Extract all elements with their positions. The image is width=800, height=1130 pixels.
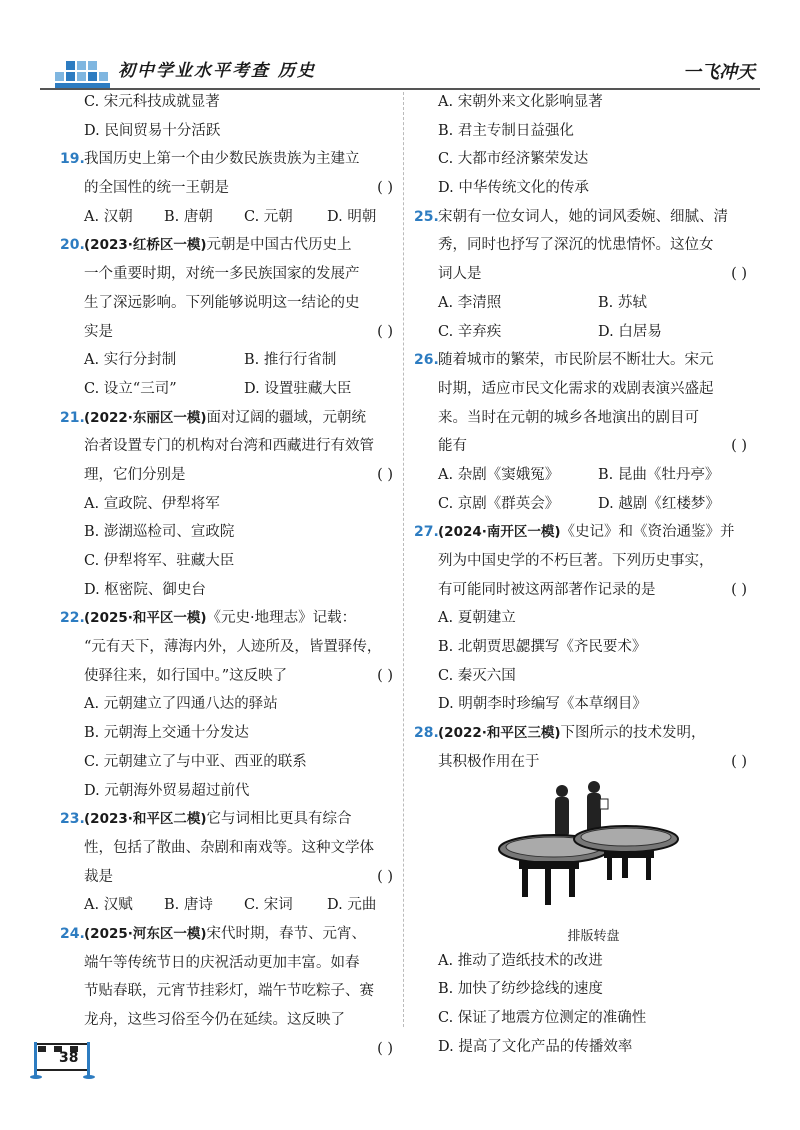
question-21-option-d: D. 枢密院、御史台: [84, 581, 206, 598]
question-25-line-1: 25.宋朝有一位女词人，她的词风委婉、细腻、清: [414, 208, 728, 225]
question-22-line-2: “元有天下，薄海内外，人迹所及，皆置驿传，: [84, 639, 382, 656]
question-21-line-2: 治者设置专门的机构对台湾和西藏进行有效管: [84, 438, 374, 455]
question-24-option-b: B. 君主专制日益强化: [438, 122, 574, 139]
question-21-option-b: B. 澎湖巡检司、宣政院: [84, 524, 235, 541]
question-source: (2023·和平区二模): [84, 811, 207, 828]
question-source: (2024·南开区一模): [438, 524, 561, 541]
header-logo: 一飞冲天: [683, 62, 755, 83]
question-25-options-ab: A. 李清照 B. 苏轼: [438, 294, 647, 311]
answer-blank: ( ): [731, 266, 747, 283]
question-20-line-1: 20.(2023·红桥区一模)元朝是中国古代历史上: [60, 237, 352, 254]
figure-caption: 排版转盘: [567, 928, 620, 944]
question-25-line-2: 秀，同时也抒写了深沉的忧患情怀。这位女: [438, 237, 714, 254]
question-number: 19.: [60, 151, 85, 168]
question-24-option-c: C. 大都市经济繁荣发达: [438, 151, 589, 168]
question-26-line-1: 26.随着城市的繁荣，市民阶层不断壮大。宋元: [414, 352, 714, 369]
question-23-line-1: 23.(2023·和平区二模)它与词相比更具有综合: [60, 811, 352, 828]
left-column: [60, 88, 395, 1063]
question-19-line-1: 19.我国历史上第一个由少数民族贵族为主建立: [60, 145, 395, 174]
question-27-option-c: C. 秦灭六国: [438, 667, 516, 684]
right-column: [414, 88, 749, 1061]
question-24-line-1: 24.(2025·河东区一模)宋代时期，春节、元宵、: [60, 925, 367, 942]
question-23-line-3: 裁是 ( ): [60, 863, 395, 892]
question-source: (2025·和平区一模): [84, 610, 207, 627]
type-rotary-table-image: [414, 777, 749, 927]
answer-blank: ( ): [377, 868, 393, 885]
question-19-line-2: 的全国性的统一王朝是 ( ): [60, 174, 395, 203]
question-25-options-cd: C. 辛弃疾 D. 白居易: [438, 323, 662, 340]
type-rotary-table-illustration: [414, 777, 749, 927]
header-title: 初中学业水平考查 历史: [118, 61, 316, 81]
question-28-option-a: A. 推动了造纸技术的改进: [438, 952, 603, 969]
question-27-option-d: D. 明朝李时珍编写《本草纲目》: [438, 696, 647, 713]
column-divider: [403, 92, 404, 1027]
answer-blank: ( ): [731, 753, 747, 770]
question-source: (2025·河东区一模): [84, 925, 207, 942]
question-27-line-2: 列为中国史学的不朽巨著。下列历史事实，: [438, 553, 714, 569]
answer-blank: ( ): [377, 466, 393, 483]
question-source: (2022·和平区三模): [438, 725, 561, 742]
question-22-option-c: C. 元朝建立了与中亚、西亚的联系: [84, 753, 307, 770]
question-24-line-4: 龙舟，这些习俗至今仍在延续。这反映了: [84, 1012, 345, 1028]
question-27-line-3: 有可能同时被这两部著作记录的是 ( ): [414, 576, 749, 605]
question-21-line-3: 理，它们分别是 ( ): [60, 461, 395, 490]
option-c-q18: C. 宋元科技成就显著: [84, 94, 220, 110]
question-26-line-3: 来。当时在元朝的城乡各地演出的剧目可: [438, 409, 699, 426]
header-squares-decoration: [55, 58, 110, 90]
question-source: (2023·红桥区一模): [84, 237, 207, 254]
question-22-line-1: 22.(2025·和平区一模)《元史·地理志》记载：: [60, 610, 357, 627]
answer-blank: ( ): [377, 323, 393, 340]
question-28-line-1: 28.(2022·和平区三模)下图所示的技术发明，: [414, 725, 706, 742]
question-23-line-2: 性，包括了散曲、杂剧和南戏等。这种文学体: [84, 839, 374, 856]
question-27-option-b: B. 北朝贾思勰撰写《齐民要术》: [438, 639, 647, 656]
question-26-options-ab: A. 杂剧《窦娥冤》 B. 昆曲《牡丹亭》: [438, 466, 720, 483]
answer-blank: ( ): [731, 438, 747, 455]
question-19-options: A. 汉朝 B. 唐朝 C. 元朝 D. 明朝: [84, 208, 377, 225]
question-26-options-cd: C. 京剧《群英会》 D. 越剧《红楼梦》: [438, 495, 720, 512]
answer-blank: ( ): [731, 581, 747, 598]
question-28-line-2: 其积极作用在于 ( ): [414, 748, 749, 777]
question-22-option-b: B. 元朝海上交通十分发达: [84, 725, 249, 742]
question-27-option-a: A. 夏朝建立: [438, 610, 516, 627]
question-26-line-2: 时期，适应市民文化需求的戏剧表演兴盛起: [438, 380, 714, 397]
question-27-line-1: 27.(2024·南开区一模)《史记》和《资治通鉴》并: [414, 524, 735, 541]
question-21-line-1: 21.(2022·东丽区一模)面对辽阔的疆域，元朝统: [60, 409, 367, 426]
answer-blank: ( ): [377, 1040, 393, 1057]
question-22-line-3: 使驿往来，如行国中。”这反映了 ( ): [60, 662, 395, 691]
question-28-option-c: C. 保证了地震方位测定的准确性: [438, 1009, 647, 1026]
question-20-line-3: 生了深远影响。下列能够说明这一结论的史: [84, 294, 360, 311]
question-26-line-4: 能有 ( ): [414, 432, 749, 461]
question-source: (2022·东丽区一模): [84, 409, 207, 426]
question-22-option-a: A. 元朝建立了四通八达的驿站: [84, 696, 278, 713]
question-25-line-3: 词人是 ( ): [414, 260, 749, 289]
question-20-line-4: 实是 ( ): [60, 318, 395, 347]
question-24-option-d: D. 中华传统文化的传承: [438, 180, 589, 197]
question-23-options: A. 汉赋 B. 唐诗 C. 宋词 D. 元曲: [84, 897, 377, 914]
question-21-option-c: C. 伊犁将军、驻藏大臣: [84, 553, 235, 569]
question-24-option-a: A. 宋朝外来文化影响显著: [438, 94, 603, 110]
question-24-line-3: 节贴春联，元宵节挂彩灯，端午节吃粽子、赛: [84, 983, 374, 1000]
question-28-option-b: B. 加快了纺纱捻线的速度: [438, 981, 603, 998]
question-24-answer-line: [60, 1035, 395, 1064]
question-28-option-d: D. 提高了文化产品的传播效率: [438, 1038, 633, 1055]
question-22-option-d: D. 元朝海外贸易超过前代: [84, 782, 250, 799]
question-21-option-a: A. 宣政院、伊犁将军: [84, 495, 220, 512]
question-24-line-2: 端午等传统节日的庆祝活动更加丰富。如春: [84, 954, 360, 971]
option-d-q18: D. 民间贸易十分活跃: [84, 122, 221, 139]
question-20-options-ab: A. 实行分封制 B. 推行行省制: [84, 352, 337, 369]
question-20-options-cd: C. 设立“三司” D. 设置驻藏大臣: [84, 380, 352, 397]
page-number: 38: [59, 1050, 79, 1066]
page-header: [0, 40, 800, 90]
question-20-line-2: 一个重要时期，对统一多民族国家的发展产: [84, 266, 360, 283]
answer-blank: ( ): [377, 667, 393, 684]
answer-blank: ( ): [377, 180, 393, 197]
